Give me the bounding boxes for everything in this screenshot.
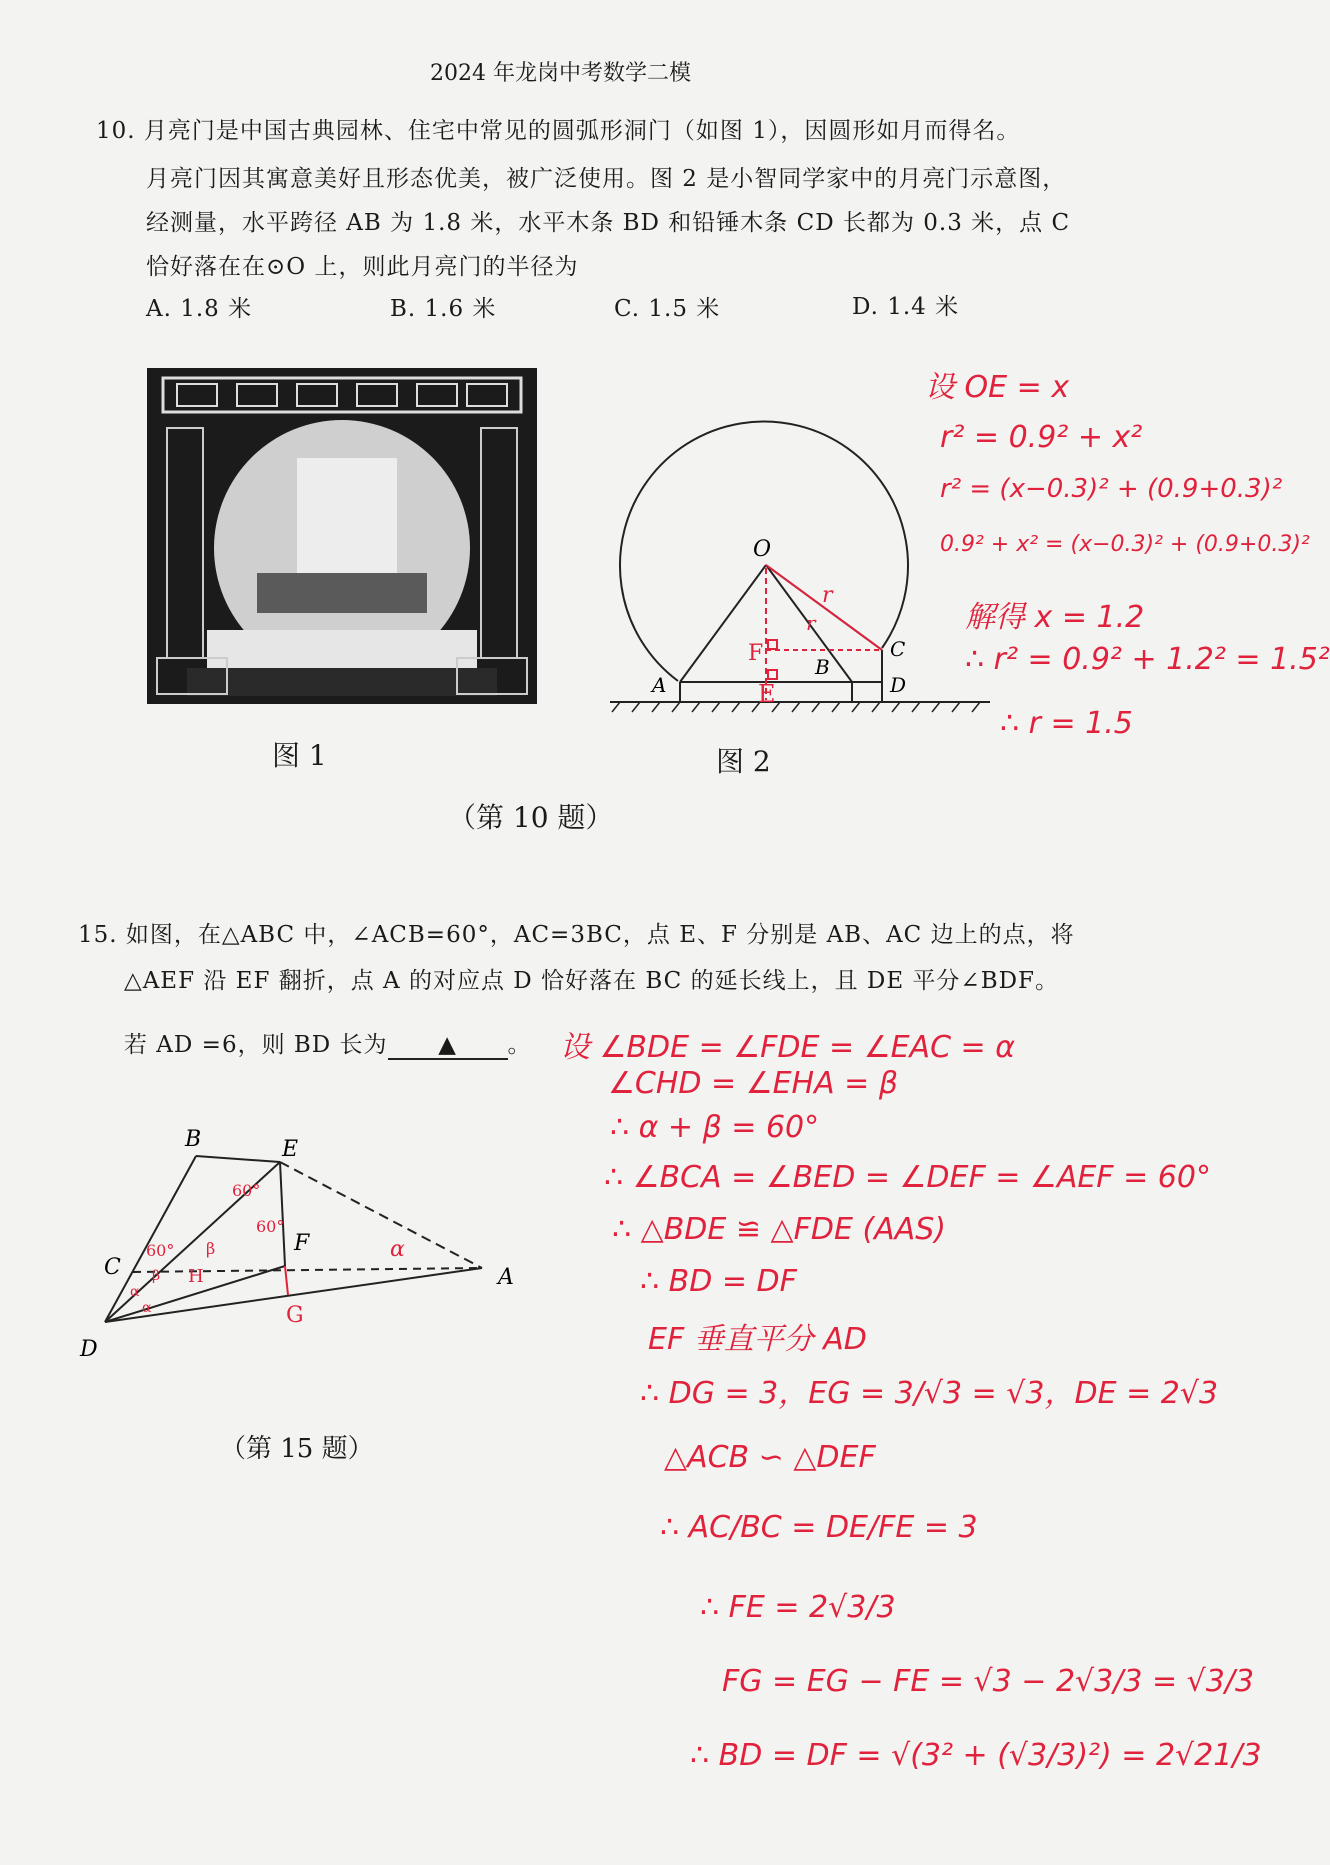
q10-solution-1: 设 OE = x [925, 370, 1070, 405]
figure-1-caption: 图 1 [272, 739, 327, 772]
q15-label-e: E [282, 1137, 299, 1162]
angle-60-3: 60° [146, 1241, 175, 1260]
q10-solution-3: r² = (x−0.3)² + (0.9+0.3)² [940, 474, 1283, 504]
q15-solution-5: ∴ △BDE ≌ △FDE (AAS) [612, 1212, 946, 1247]
q15-label-b: B [185, 1127, 202, 1152]
answer-blank: ▲ [388, 1032, 508, 1060]
label-e: E [758, 680, 776, 708]
angle-alpha-2: α [130, 1284, 140, 1300]
q15-caption: （第 15 题） [220, 1434, 374, 1464]
q15-solution-6: ∴ BD = DF [640, 1264, 797, 1299]
q10-solution-6: ∴ r² = 0.9² + 1.2² = 1.5² [965, 642, 1330, 677]
label-f: F [748, 641, 764, 666]
q15-label-f: F [294, 1231, 310, 1256]
q10-solution-5: 解得 x = 1.2 [965, 600, 1145, 635]
option-b: B. 1.6 米 [390, 296, 497, 322]
angle-alpha-3: α [142, 1300, 152, 1316]
q10-solution-2: r² = 0.9² + x² [940, 420, 1143, 455]
q15-diagram [80, 1120, 540, 1380]
q15-solution-1: 设 ∠BDE = ∠FDE = ∠EAC = α [560, 1030, 1015, 1065]
q15-line-3-suffix: 。 [507, 1032, 532, 1058]
figure-2-caption: 图 2 [716, 745, 771, 778]
angle-60-1: 60° [232, 1181, 261, 1200]
q15-solution-10: ∴ AC/BC = DE/FE = 3 [660, 1510, 978, 1545]
q10-line-4: 恰好落在在⊙O 上，则此月亮门的半径为 [146, 254, 579, 280]
option-d: D. 1.4 米 [852, 294, 960, 320]
q10-solution-7: ∴ r = 1.5 [1000, 706, 1133, 741]
q15-label-g: G [286, 1303, 304, 1328]
q10-solution-4: 0.9² + x² = (x−0.3)² + (0.9+0.3)² [940, 532, 1310, 557]
label-o: O [753, 537, 772, 562]
angle-60-2: 60° [256, 1217, 285, 1236]
q15-solution-7: EF 垂直平分 AD [648, 1322, 867, 1357]
q15-solution-12: FG = EG − FE = √3 − 2√3/3 = √3/3 [722, 1664, 1255, 1699]
moon-gate-photo [147, 368, 537, 704]
q15-line-1: 15. 如图，在△ABC 中，∠ACB=60°，AC=3BC，点 E、F 分别是 AB、AC 边上的点，将 [78, 922, 1075, 948]
q15-label-h: H [188, 1266, 204, 1287]
label-b: B [815, 655, 830, 679]
q10-caption: （第 10 题） [448, 801, 614, 834]
label-r1: r [822, 583, 833, 608]
q15-solution-2: ∠CHD = ∠EHA = β [608, 1066, 898, 1101]
q15-label-c: C [104, 1255, 121, 1280]
option-c: C. 1.5 米 [614, 296, 721, 322]
q15-solution-9: △ACB ∽ △DEF [664, 1440, 876, 1475]
option-a: A. 1.8 米 [146, 296, 253, 322]
q15-solution-13: ∴ BD = DF = √(3² + (√3/3)²) = 2√21/3 [690, 1738, 1262, 1773]
label-a: A [652, 673, 667, 697]
q15-solution-11: ∴ FE = 2√3/3 [700, 1590, 896, 1625]
q10-line-1: 10. 月亮门是中国古典园林、住宅中常见的圆弧形洞门（如图 1），因圆形如月而得名。 [96, 118, 1021, 144]
q15-solution-8: ∴ DG = 3，EG = 3/√3 = √3，DE = 2√3 [640, 1376, 1219, 1411]
angle-beta-2: β [152, 1268, 161, 1284]
label-r2: r [806, 611, 816, 635]
q15-solution-3: ∴ α + β = 60° [610, 1110, 820, 1145]
q10-line-2: 月亮门因其寓意美好且形态优美，被广泛使用。图 2 是小智同学家中的月亮门示意图， [146, 166, 1067, 192]
q15-label-d: D [80, 1337, 98, 1362]
q10-line-3: 经测量，水平跨径 AB 为 1.8 米，水平木条 BD 和铅锤木条 CD 长都为 0.3 米，点 C [146, 210, 1071, 236]
label-c: C [890, 637, 906, 661]
angle-alpha: α [390, 1237, 405, 1262]
q15-line-3-prefix: 若 AD =6，则 BD 长为 [124, 1032, 388, 1058]
q15-line-3 [124, 1026, 532, 1060]
page-title: 2024 年龙岗中考数学二模 [430, 61, 691, 86]
label-d: D [890, 673, 907, 697]
q15-line-2: △AEF 沿 EF 翻折，点 A 的对应点 D 恰好落在 BC 的延长线上，且 DE 平分∠BDF。 [124, 968, 1059, 994]
q15-solution-4: ∴ ∠BCA = ∠BED = ∠DEF = ∠AEF = 60° [604, 1160, 1211, 1195]
q15-label-a: A [498, 1265, 514, 1290]
angle-beta: β [206, 1239, 216, 1258]
